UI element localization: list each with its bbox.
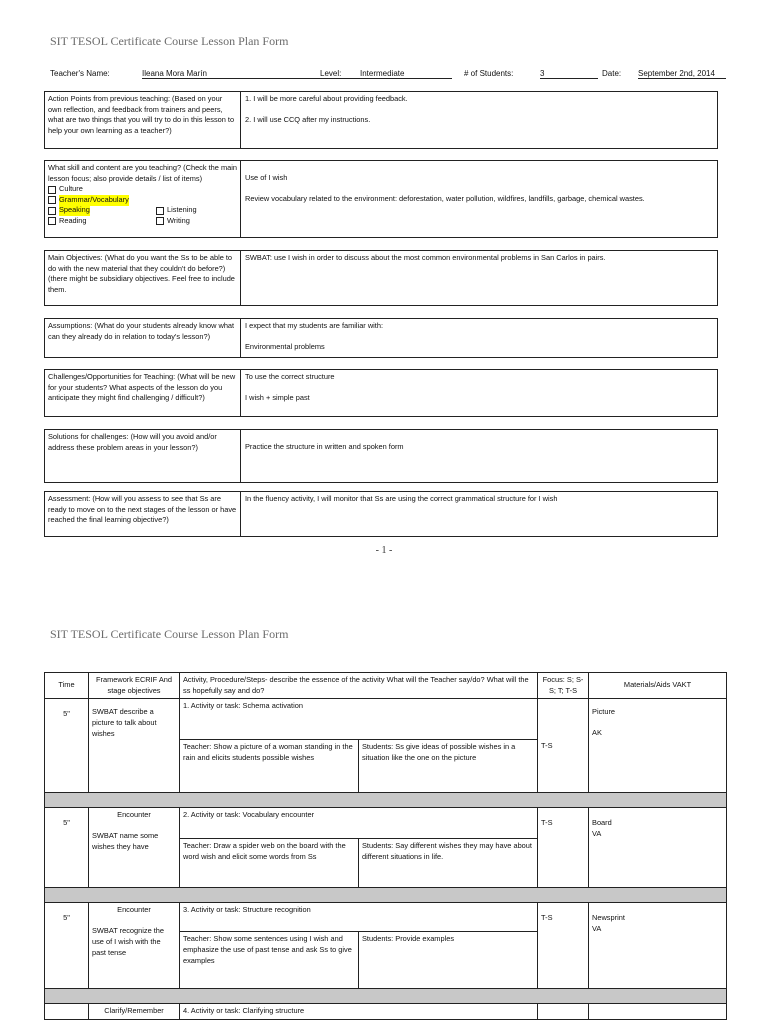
row-1-teacher: Teacher: Show a picture of a woman standing in the rain and elicits students possible wishes [180,740,359,793]
level-field[interactable]: Intermediate [360,66,452,79]
assumptions-box [44,318,718,358]
row-4-materials [589,1004,727,1020]
teacher-info-row [50,66,726,82]
row-3-teacher: Teacher: Show some sentences using I wish and emphasize the use of past tense and ask Ss to give examples [180,932,359,989]
row-3-materials-text: Newsprint [592,913,625,923]
listening-option[interactable] [156,205,197,216]
row-3-framework: SWBAT recognize the use of I wish with the past tense [92,926,165,957]
action-point-2: 2. I will use CCQ after my instructions. [245,114,371,124]
solution-text: Practice the structure in written and spoken form [245,442,404,451]
row-2-stage: Encounter [117,810,151,820]
challenge-1: To use the correct structure [245,372,335,381]
challenges-prompt: Challenges/Opportunities for Teaching: (What will be new for your students? What aspects of the lesson do you anticipate they might find challenging / difficult?) [45,370,241,416]
table-row [45,1004,727,1020]
writing-option[interactable] [156,216,190,227]
row-2-focus: T-S [538,808,589,888]
row-3-time: 5" [45,903,89,989]
row-1-framework: SWBAT describe a picture to talk about wishes [89,699,180,793]
row-4-focus [538,1004,589,1020]
assessment-box [44,491,718,537]
row-1-time: 5" [45,699,89,793]
culture-label: Culture [59,184,83,194]
row-4-stage: Clarify/Remember [89,1004,180,1020]
row-3-focus: T-S [538,903,589,989]
writing-checkbox[interactable] [156,217,164,225]
row-2-teacher: Teacher: Draw a spider web on the board with the word wish and elicit some words from Ss [180,839,359,888]
level-label: Level: [320,69,342,78]
materials-header: Materials/Aids VAKT [589,673,727,699]
skills-detail-2: Review vocabulary related to the environment: deforestation, water pollution, wildfires, landfills, garbage, chemical wastes. [245,193,645,203]
row-3-stage: Encounter [117,905,151,915]
reading-option[interactable] [48,216,237,227]
skills-detail-1: Use of I wish [245,173,288,182]
main-objectives-box [44,250,718,306]
table-row [45,699,727,740]
teacher-name-label: Teacher's Name: [50,69,110,78]
procedure-header-row [45,673,727,699]
activity-header: Activity, Procedure/Steps- describe the essence of the activity What will the Teacher say/do? What will the ss hopefully say and do? [180,673,538,699]
framework-header: Framework ECRIF And stage objectives [89,673,180,699]
procedure-table [44,672,727,1020]
separator-row [45,793,727,808]
row-3-activity: 3. Activity or task: Structure recognition [180,903,538,932]
challenges-box [44,369,718,417]
separator-row [45,888,727,903]
row-3-students: Students: Provide examples [359,932,538,989]
speaking-label: Speaking [59,205,90,215]
action-point-1: 1. I will be more careful about providing feedback. [245,94,408,103]
solutions-prompt: Solutions for challenges: (How will you avoid and/or address these problem areas in your lesson?) [45,430,241,482]
table-row [45,808,727,839]
listening-checkbox[interactable] [156,207,164,215]
row-2-time: 5" [45,808,89,888]
students-count-field[interactable]: 3 [540,66,598,79]
page-title: SIT TESOL Certificate Course Lesson Plan Form [50,34,289,48]
action-points-prompt: Action Points from previous teaching: (Based on your own reflection, and feedback from trainers and peers, what are two things that you will try to do in this lesson to help your own learning as a teacher?) [45,92,241,148]
row-4-activity: 4. Activity or task: Clarifying structure [180,1004,538,1020]
speaking-checkbox[interactable] [48,207,56,215]
reading-label: Reading [59,215,87,225]
page-2-title: SIT TESOL Certificate Course Lesson Plan Form [50,627,289,641]
main-objective-text: SWBAT: use I wish in order to discuss about the most common environmental problems in San Carlos in pairs. [245,253,606,262]
row-2-students: Students: Say different wishes they may have about different situations in life. [359,839,538,888]
assumption-2: Environmental problems [245,341,325,351]
row-2-framework-cell [89,808,180,888]
row-2-materials-text: Board [592,818,612,828]
row-1-students: Students: Ss give ideas of possible wishes in a situation like the one on the picture [359,740,538,793]
row-1-focus: T-S [538,699,589,793]
action-points-box [44,91,718,149]
assumptions-prompt: Assumptions: (What do your students already know what can they already do in relation to today's lesson?) [45,319,241,357]
assessment-text: In the fluency activity, I will monitor that Ss are using the correct grammatical structure for I wish [245,494,558,503]
focus-header: Focus: S; S-S; T; T-S [538,673,589,699]
row-2-framework: SWBAT name some wishes they have [92,831,159,851]
skills-prompt: What skill and content are you teaching? (Check the main lesson focus; also provide details / list of items) [48,163,237,183]
students-count-label: # of Students: [464,69,514,78]
row-3-materials [589,903,727,989]
grammar-option[interactable] [48,195,237,206]
table-row [45,903,727,932]
assessment-prompt: Assessment: (How will you assess to see that Ss are ready to move on to the next stages of the lesson or have reached the final learning objective?) [45,492,241,536]
row-1-activity: 1. Activity or task: Schema activation [180,699,538,740]
date-field[interactable]: September 2nd, 2014 [638,66,726,79]
culture-checkbox[interactable] [48,186,56,194]
row-2-vakt: VA [592,829,602,839]
speaking-option[interactable] [48,205,237,216]
culture-option[interactable] [48,184,237,195]
row-1-materials [589,699,727,793]
page-number: - 1 - [375,545,393,556]
main-objectives-prompt: Main Objectives: (What do you want the Ss to be able to do with the new material that they couldn't do before?) (there might be subsidiary objectives. Feel free to include them. [45,251,241,305]
row-1-materials-text: Picture [592,707,616,717]
challenge-2: I wish + simple past [245,392,310,402]
grammar-checkbox[interactable] [48,196,56,204]
reading-checkbox[interactable] [48,217,56,225]
row-1-vakt: AK [592,728,602,738]
skills-content-box [44,160,718,238]
row-2-activity: 2. Activity or task: Vocabulary encounter [180,808,538,839]
listening-label: Listening [167,205,197,215]
grammar-label: Grammar/Vocabulary [59,194,129,204]
assumption-1: I expect that my students are familiar with: [245,321,384,330]
writing-label: Writing [167,215,190,225]
teacher-name-field[interactable]: Ileana Mora Marín [142,66,364,79]
time-header: Time [45,673,89,699]
separator-row [45,989,727,1004]
solutions-box [44,429,718,483]
row-3-vakt: VA [592,924,602,934]
row-4-time [45,1004,89,1020]
date-label: Date: [602,69,622,78]
row-2-materials [589,808,727,888]
row-3-framework-cell [89,903,180,989]
